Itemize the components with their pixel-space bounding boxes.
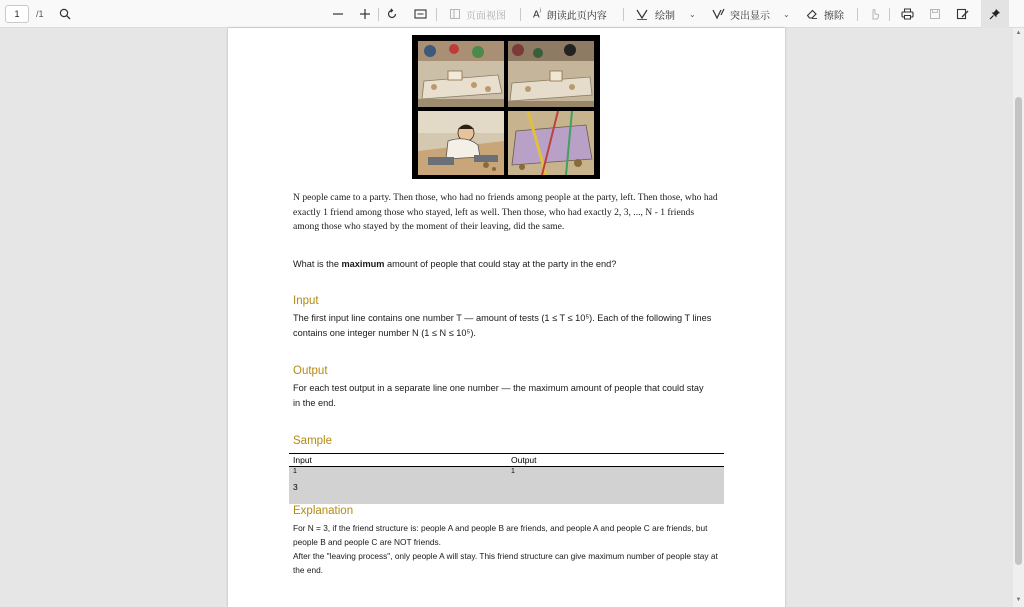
search-icon bbox=[59, 8, 71, 20]
rotate-button[interactable] bbox=[386, 0, 398, 28]
chevron-down-icon: ⌄ bbox=[689, 9, 696, 19]
save-as-icon bbox=[956, 8, 969, 20]
toolbar-divider bbox=[520, 8, 521, 21]
page-view-label: 页面视图 bbox=[466, 10, 506, 22]
save-icon bbox=[929, 8, 941, 20]
page-total-label: /1 bbox=[36, 9, 44, 19]
output-description: For each test output in a separate line one number — the maximum amount of people that could stay in the end. bbox=[293, 383, 704, 408]
sample-table bbox=[289, 453, 724, 504]
sample-heading: Sample bbox=[293, 435, 332, 447]
output-heading: Output bbox=[293, 365, 328, 377]
read-aloud-button[interactable] bbox=[533, 0, 607, 28]
explanation-text-2: After the "leaving process", only people A will stay. This friend structure can give maximum number of people stay at the end. bbox=[293, 551, 718, 575]
scrollbar-thumb[interactable] bbox=[1015, 97, 1022, 565]
read-aloud-icon: $A^ʲ$ bbox=[533, 7, 541, 21]
page-number-input[interactable] bbox=[5, 5, 29, 23]
minus-icon bbox=[332, 8, 344, 20]
page-number-value: 1 bbox=[14, 9, 20, 19]
question-text-start: What is the bbox=[293, 259, 342, 269]
page-view-icon bbox=[449, 8, 461, 20]
chevron-down-icon: ⌄ bbox=[783, 9, 790, 19]
toolbar-divider bbox=[857, 8, 858, 21]
hand-icon bbox=[869, 8, 881, 20]
read-aloud-label: 朗读此页内容 bbox=[546, 10, 607, 22]
explanation-heading: Explanation bbox=[293, 505, 354, 517]
save-button[interactable] bbox=[929, 0, 941, 28]
sample-input-header: Input bbox=[293, 455, 312, 465]
rotate-icon bbox=[386, 8, 398, 20]
question-text-end: amount of people that could stay at the party in the end? bbox=[384, 259, 617, 269]
scroll-up-arrow-icon[interactable]: ▲ bbox=[1015, 30, 1022, 36]
touch-write-button[interactable] bbox=[869, 0, 881, 28]
sample-table-header bbox=[289, 454, 724, 467]
search-button[interactable] bbox=[59, 0, 71, 28]
print-button[interactable] bbox=[901, 0, 914, 28]
highlight-options-dropdown[interactable] bbox=[783, 0, 790, 28]
fit-page-icon bbox=[414, 8, 427, 20]
eraser-icon bbox=[806, 8, 818, 20]
highlight-label: 突出显示 bbox=[730, 10, 770, 22]
plus-icon bbox=[359, 8, 371, 20]
sample-output-line: 1 bbox=[511, 468, 515, 475]
problem-statement: N people came to a party. Then those, who had no friends among people at the party, left. Then those, who had exactly 1 friend among those who stayed, left as well. Then those, who had exactly 2, 3, ..., N - 1 friends among those who stayed by the moment of their leaving, did the same. bbox=[293, 192, 718, 232]
sample-input-line: 1 bbox=[293, 468, 297, 475]
page-view-button[interactable] bbox=[449, 0, 506, 28]
zoom-out-button[interactable] bbox=[332, 0, 344, 28]
pin-icon bbox=[989, 8, 1001, 20]
question-emphasis: maximum bbox=[341, 259, 385, 269]
draw-options-dropdown[interactable] bbox=[689, 0, 696, 28]
sample-output-header: Output bbox=[511, 455, 537, 465]
print-icon bbox=[901, 8, 914, 20]
pdf-toolbar bbox=[0, 0, 1024, 28]
sample-table-body bbox=[289, 467, 724, 504]
explanation-text-1: For N = 3, if the friend structure is: people A and people B are friends, and people A and people C are friends, but people B and people C are NOT friends. bbox=[293, 523, 708, 547]
comic-panel-man-on-floor bbox=[418, 111, 504, 175]
pin-toolbar-button[interactable] bbox=[981, 0, 1009, 28]
toolbar-divider bbox=[378, 8, 379, 21]
save-as-button[interactable] bbox=[956, 0, 969, 28]
comic-illustration bbox=[412, 35, 600, 179]
toolbar-divider bbox=[436, 8, 437, 21]
erase-button[interactable] bbox=[806, 0, 844, 28]
sample-input-line: 3 bbox=[293, 482, 298, 492]
erase-label: 擦除 bbox=[824, 10, 844, 22]
fit-page-button[interactable] bbox=[414, 0, 427, 28]
scroll-down-arrow-icon[interactable]: ▼ bbox=[1015, 597, 1022, 603]
draw-label: 绘制 bbox=[655, 10, 675, 22]
toolbar-divider bbox=[623, 8, 624, 21]
toolbar-divider bbox=[889, 8, 890, 21]
comic-panel-party-table bbox=[418, 41, 504, 107]
highlight-icon bbox=[712, 8, 725, 20]
comic-panel-empty-room bbox=[508, 111, 594, 175]
input-heading: Input bbox=[293, 295, 319, 307]
comic-panel-party-table-empty bbox=[508, 41, 594, 107]
zoom-in-button[interactable] bbox=[359, 0, 371, 28]
input-description: The first input line contains one number T — amount of tests (1 ≤ T ≤ 10⁵). Each of the following T lines contains one integer number N (1 ≤ N ≤ 10⁵). bbox=[293, 313, 712, 338]
highlight-button[interactable] bbox=[712, 0, 770, 28]
draw-icon bbox=[636, 8, 648, 20]
problem-question bbox=[293, 257, 721, 272]
draw-button[interactable] bbox=[636, 0, 675, 28]
